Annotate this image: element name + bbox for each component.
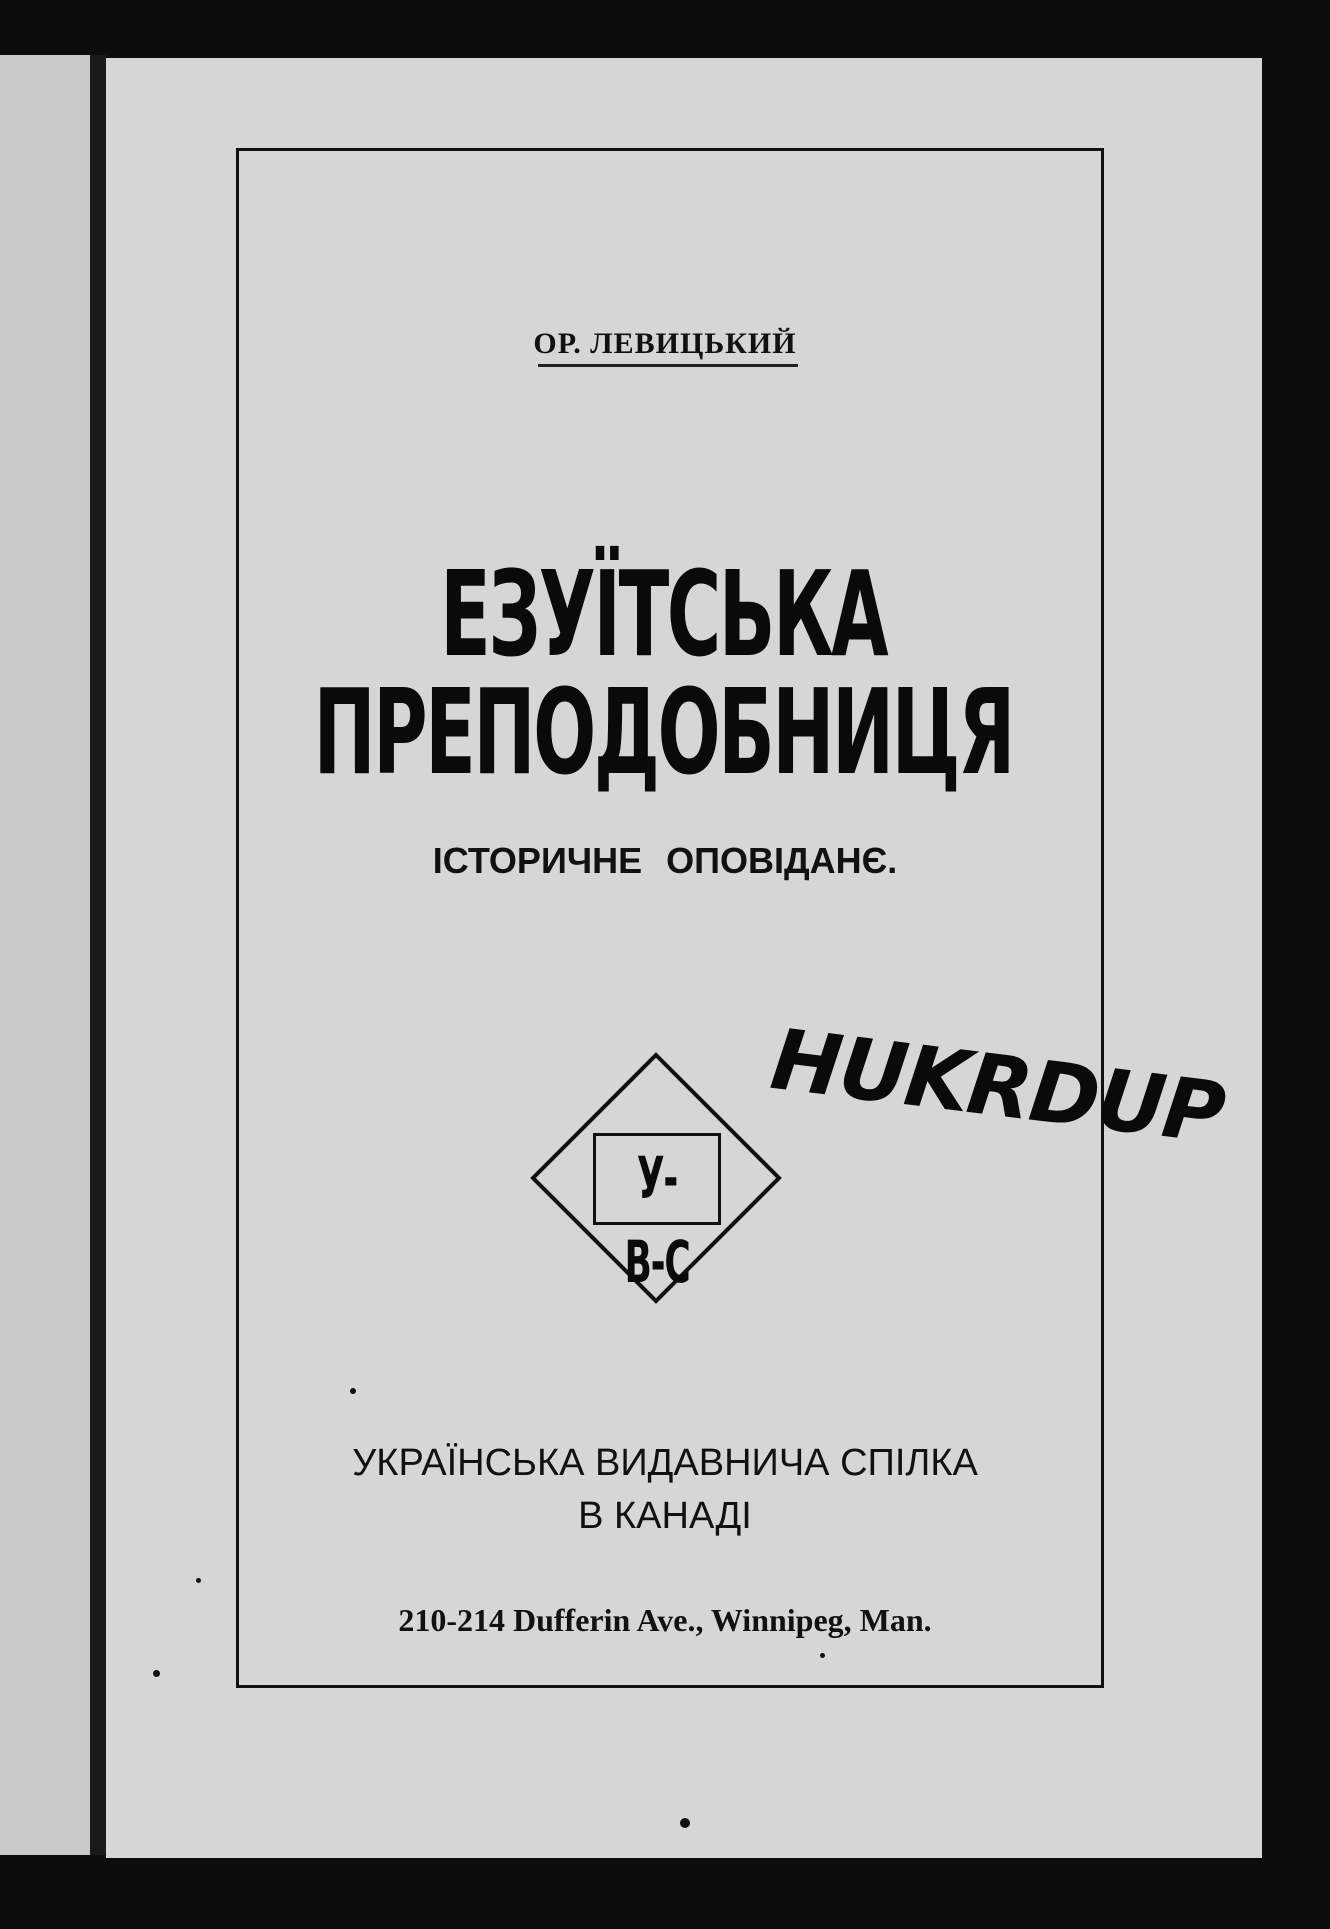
scan-speck <box>820 1653 825 1658</box>
scan-speck <box>350 1388 356 1394</box>
scan-speck <box>196 1578 201 1583</box>
publisher-address: 210-214 Dufferin Ave., Winnipeg, Man. <box>398 1602 932 1638</box>
library-stamp: HUKRDUP <box>766 1010 1229 1163</box>
publisher-name: УКРАЇНСЬКА ВИДАВНИЧА СПІЛКА <box>352 1442 978 1484</box>
previous-page-edge <box>0 55 95 1855</box>
book-title: ЕЗУЇТСЬКА ПРЕПОДОБНИЦЯ <box>313 545 1013 801</box>
book-subtitle: ІСТОРИЧНЕ ОПОВІДАНЄ. <box>432 840 898 881</box>
author-underline <box>538 364 798 367</box>
publisher-block <box>0 1437 1330 1543</box>
scan-speck <box>153 1670 160 1677</box>
author-name: ОР. ЛЕВИЦЬКИЙ <box>533 327 797 360</box>
publisher-logo-monogram: У-В-С <box>593 1133 721 1225</box>
spine-shadow <box>90 55 106 1855</box>
publisher-location: В КАНАДІ <box>578 1495 752 1538</box>
scan-speck <box>680 1818 690 1828</box>
